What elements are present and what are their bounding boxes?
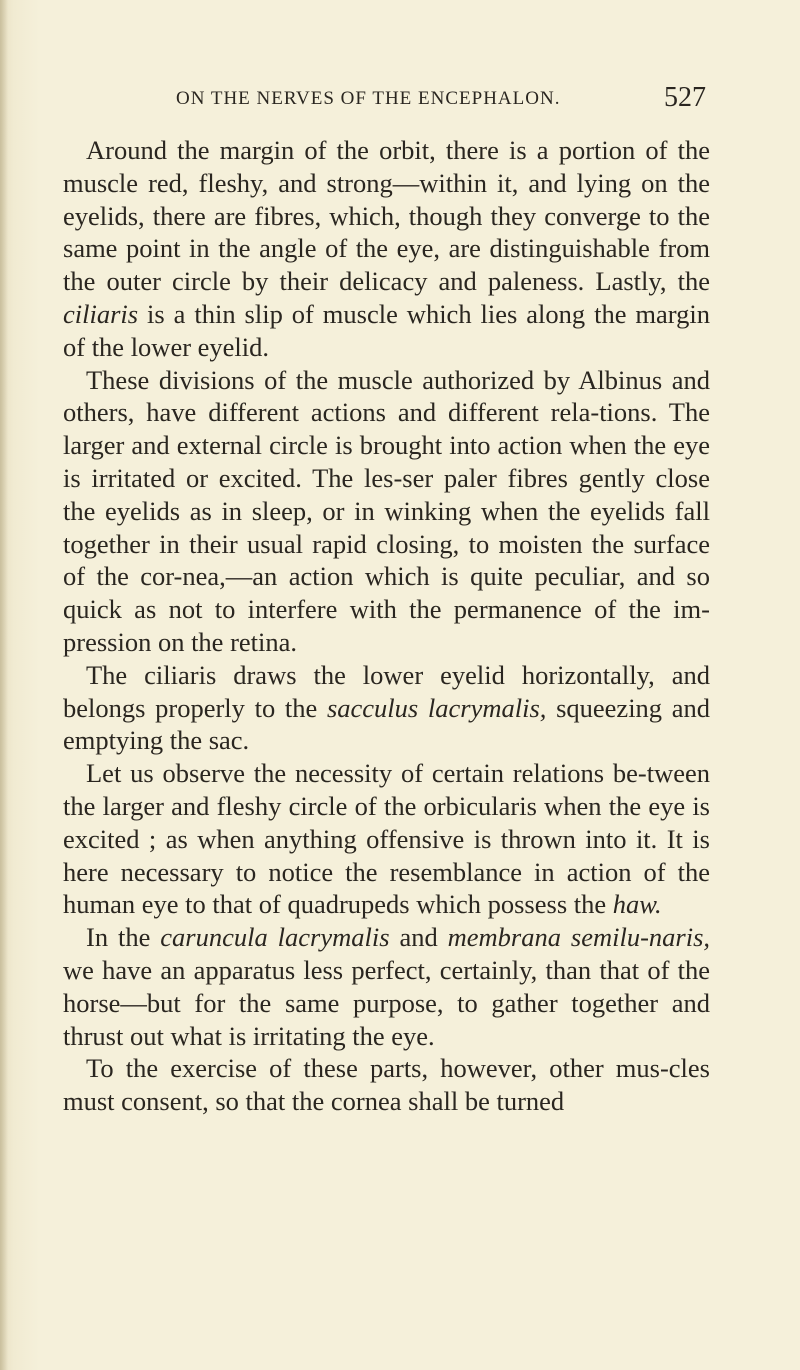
running-title: ON THE NERVES OF THE ENCEPHALON. xyxy=(176,88,561,109)
paragraph xyxy=(63,757,710,921)
body-text xyxy=(63,134,710,1118)
text-run: These divisions of the muscle authorized by Albinus and others, have different actions and different rela-tions. The larger and external circle is brought into action when the eye is irritated or excited. The les-ser paler fibres gently close the eyelids as in sleep, or in winking when the eyelids fall together in their usual rapid closing, to moisten the surface of the cor-nea,—an action which is quite peculiar, and so quick as not to interfere with the permanence of the im-pression on the retina. xyxy=(63,364,710,657)
page-number: 527 xyxy=(664,82,706,113)
italic-term: haw. xyxy=(612,889,662,920)
paragraph xyxy=(63,659,710,757)
text-run: and xyxy=(389,922,448,953)
paragraph xyxy=(63,1052,710,1118)
text-run: Around the margin of the orbit, there is a portion of the muscle red, fleshy, and strong—within it, and lying on the eyelids, there are fibres, which, though they converge to the same point in the angle of the eye, are distinguishable from the outer circle by their delicacy and paleness. Lastly, the xyxy=(63,135,710,297)
italic-term: ciliaris xyxy=(63,298,139,329)
text-run: we have an apparatus less perfect, certainly, than that of the horse—but for the same purpose, to gather together and thrust out what is irritating the eye. xyxy=(63,954,710,1051)
page-gutter-shadow xyxy=(0,0,8,1370)
text-run: Let us observe the necessity of certain relations be-tween the larger and fleshy circle of the orbicularis when the eye is excited ; as when anything offensive is thrown into it. It is here necessary to notice the resemblance in action of the human eye to that of quadrupeds which possess the xyxy=(63,758,710,920)
italic-term: caruncula lacrymalis xyxy=(160,922,390,953)
italic-term: membrana semilu-naris, xyxy=(447,922,711,953)
text-run: squeezing and emptying the sac. xyxy=(63,692,710,756)
text-run: In the xyxy=(86,922,161,953)
text-run: The ciliaris draws the lower eyelid horizontally, and belongs properly to the xyxy=(63,659,710,723)
paragraph xyxy=(63,364,710,659)
paragraph xyxy=(63,921,710,1052)
text-run: To the exercise of these parts, however, other mus-cles must consent, so that the cornea shall be turned xyxy=(63,1053,710,1117)
italic-term: sacculus lacrymalis, xyxy=(326,692,547,723)
running-head xyxy=(176,82,706,118)
text-run: is a thin slip of muscle which lies along the margin of the lower eyelid. xyxy=(63,298,710,362)
paragraph xyxy=(63,134,710,364)
